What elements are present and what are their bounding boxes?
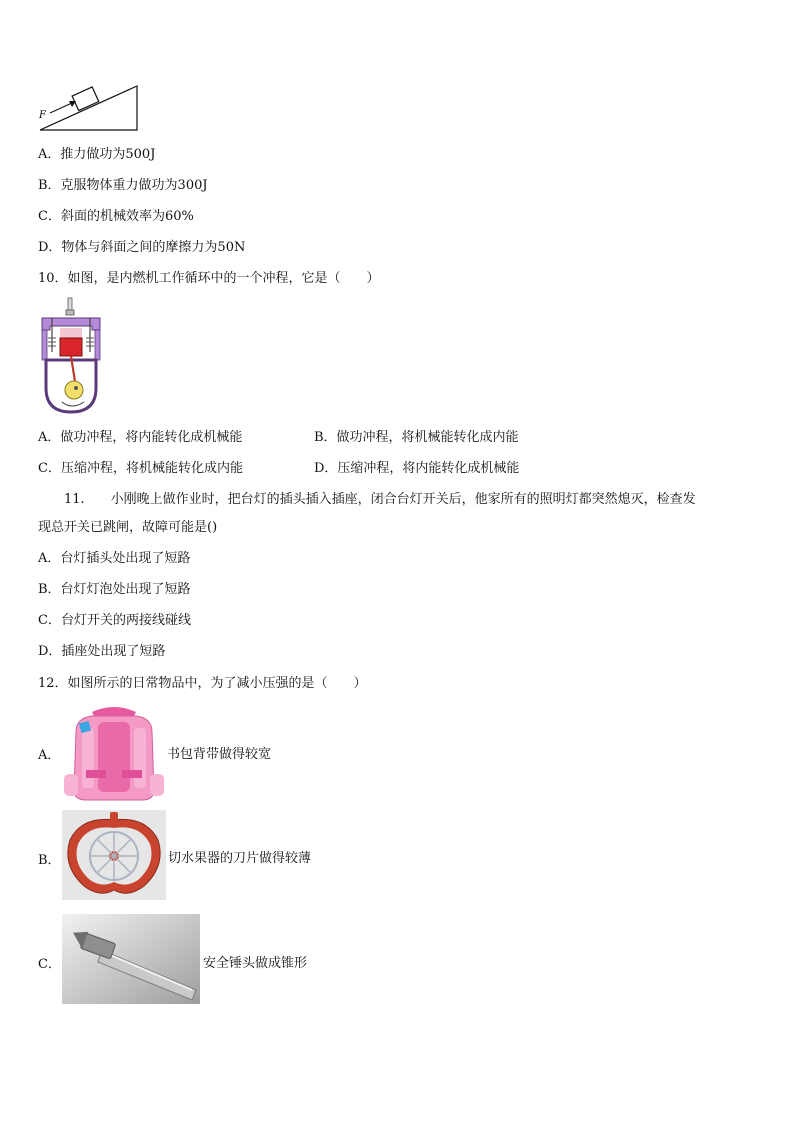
engine-figure bbox=[38, 296, 104, 416]
q9-option-b: B．克服物体重力做功为300J bbox=[38, 178, 208, 193]
q12-option-c-caption: 安全锤头做成锥形 bbox=[203, 956, 308, 971]
q9-option-c: C．斜面的机械效率为60% bbox=[38, 209, 194, 224]
backpack-image bbox=[62, 704, 166, 804]
q10-option-d: D．压缩冲程，将内能转化成机械能 bbox=[314, 461, 520, 476]
q12-option-c-label: C． bbox=[38, 957, 61, 972]
incline-figure bbox=[36, 80, 142, 132]
q11-option-b: B．台灯灯泡处出现了短路 bbox=[38, 582, 191, 597]
q12-option-b-label: B． bbox=[38, 853, 61, 868]
q10-option-b: B．做功冲程，将机械能转化成内能 bbox=[314, 430, 519, 445]
q10-stem: 10．如图，是内燃机工作循环中的一个冲程，它是（ ） bbox=[38, 271, 380, 286]
q12-option-a-caption: 书包背带做得较宽 bbox=[167, 747, 272, 762]
fruit-slicer-image bbox=[62, 810, 166, 900]
q9-option-d: D．物体与斜面之间的摩擦力为50N bbox=[38, 240, 246, 255]
q11-option-a: A．台灯插头处出现了短路 bbox=[38, 551, 191, 566]
incline-block bbox=[72, 87, 99, 111]
q12-option-b-caption: 切水果器的刀片做得较薄 bbox=[168, 851, 312, 866]
force-label: F bbox=[39, 110, 46, 121]
q9-option-a: A．推力做功为500J bbox=[38, 147, 156, 162]
q11-stem-line2: 现总开关已跳闸，故障可能是() bbox=[38, 520, 218, 535]
q11-stem-line1: 11. 小刚晚上做作业时，把台灯的插头插入插座，闭合台灯开关后，他家所有的照明灯都突然熄灭，检查发 bbox=[64, 492, 696, 507]
q11-option-c: C．台灯开关的两接线碰线 bbox=[38, 613, 191, 628]
q12-stem: 12．如图所示的日常物品中，为了减小压强的是（ ） bbox=[38, 676, 367, 691]
q10-option-a: A．做功冲程，将内能转化成机械能 bbox=[38, 430, 243, 445]
q10-option-c: C．压缩冲程，将机械能转化成内能 bbox=[38, 461, 243, 476]
safety-hammer-image bbox=[62, 914, 200, 1004]
q11-option-d: D．插座处出现了短路 bbox=[38, 644, 166, 659]
q12-option-a-label: A． bbox=[38, 748, 61, 763]
